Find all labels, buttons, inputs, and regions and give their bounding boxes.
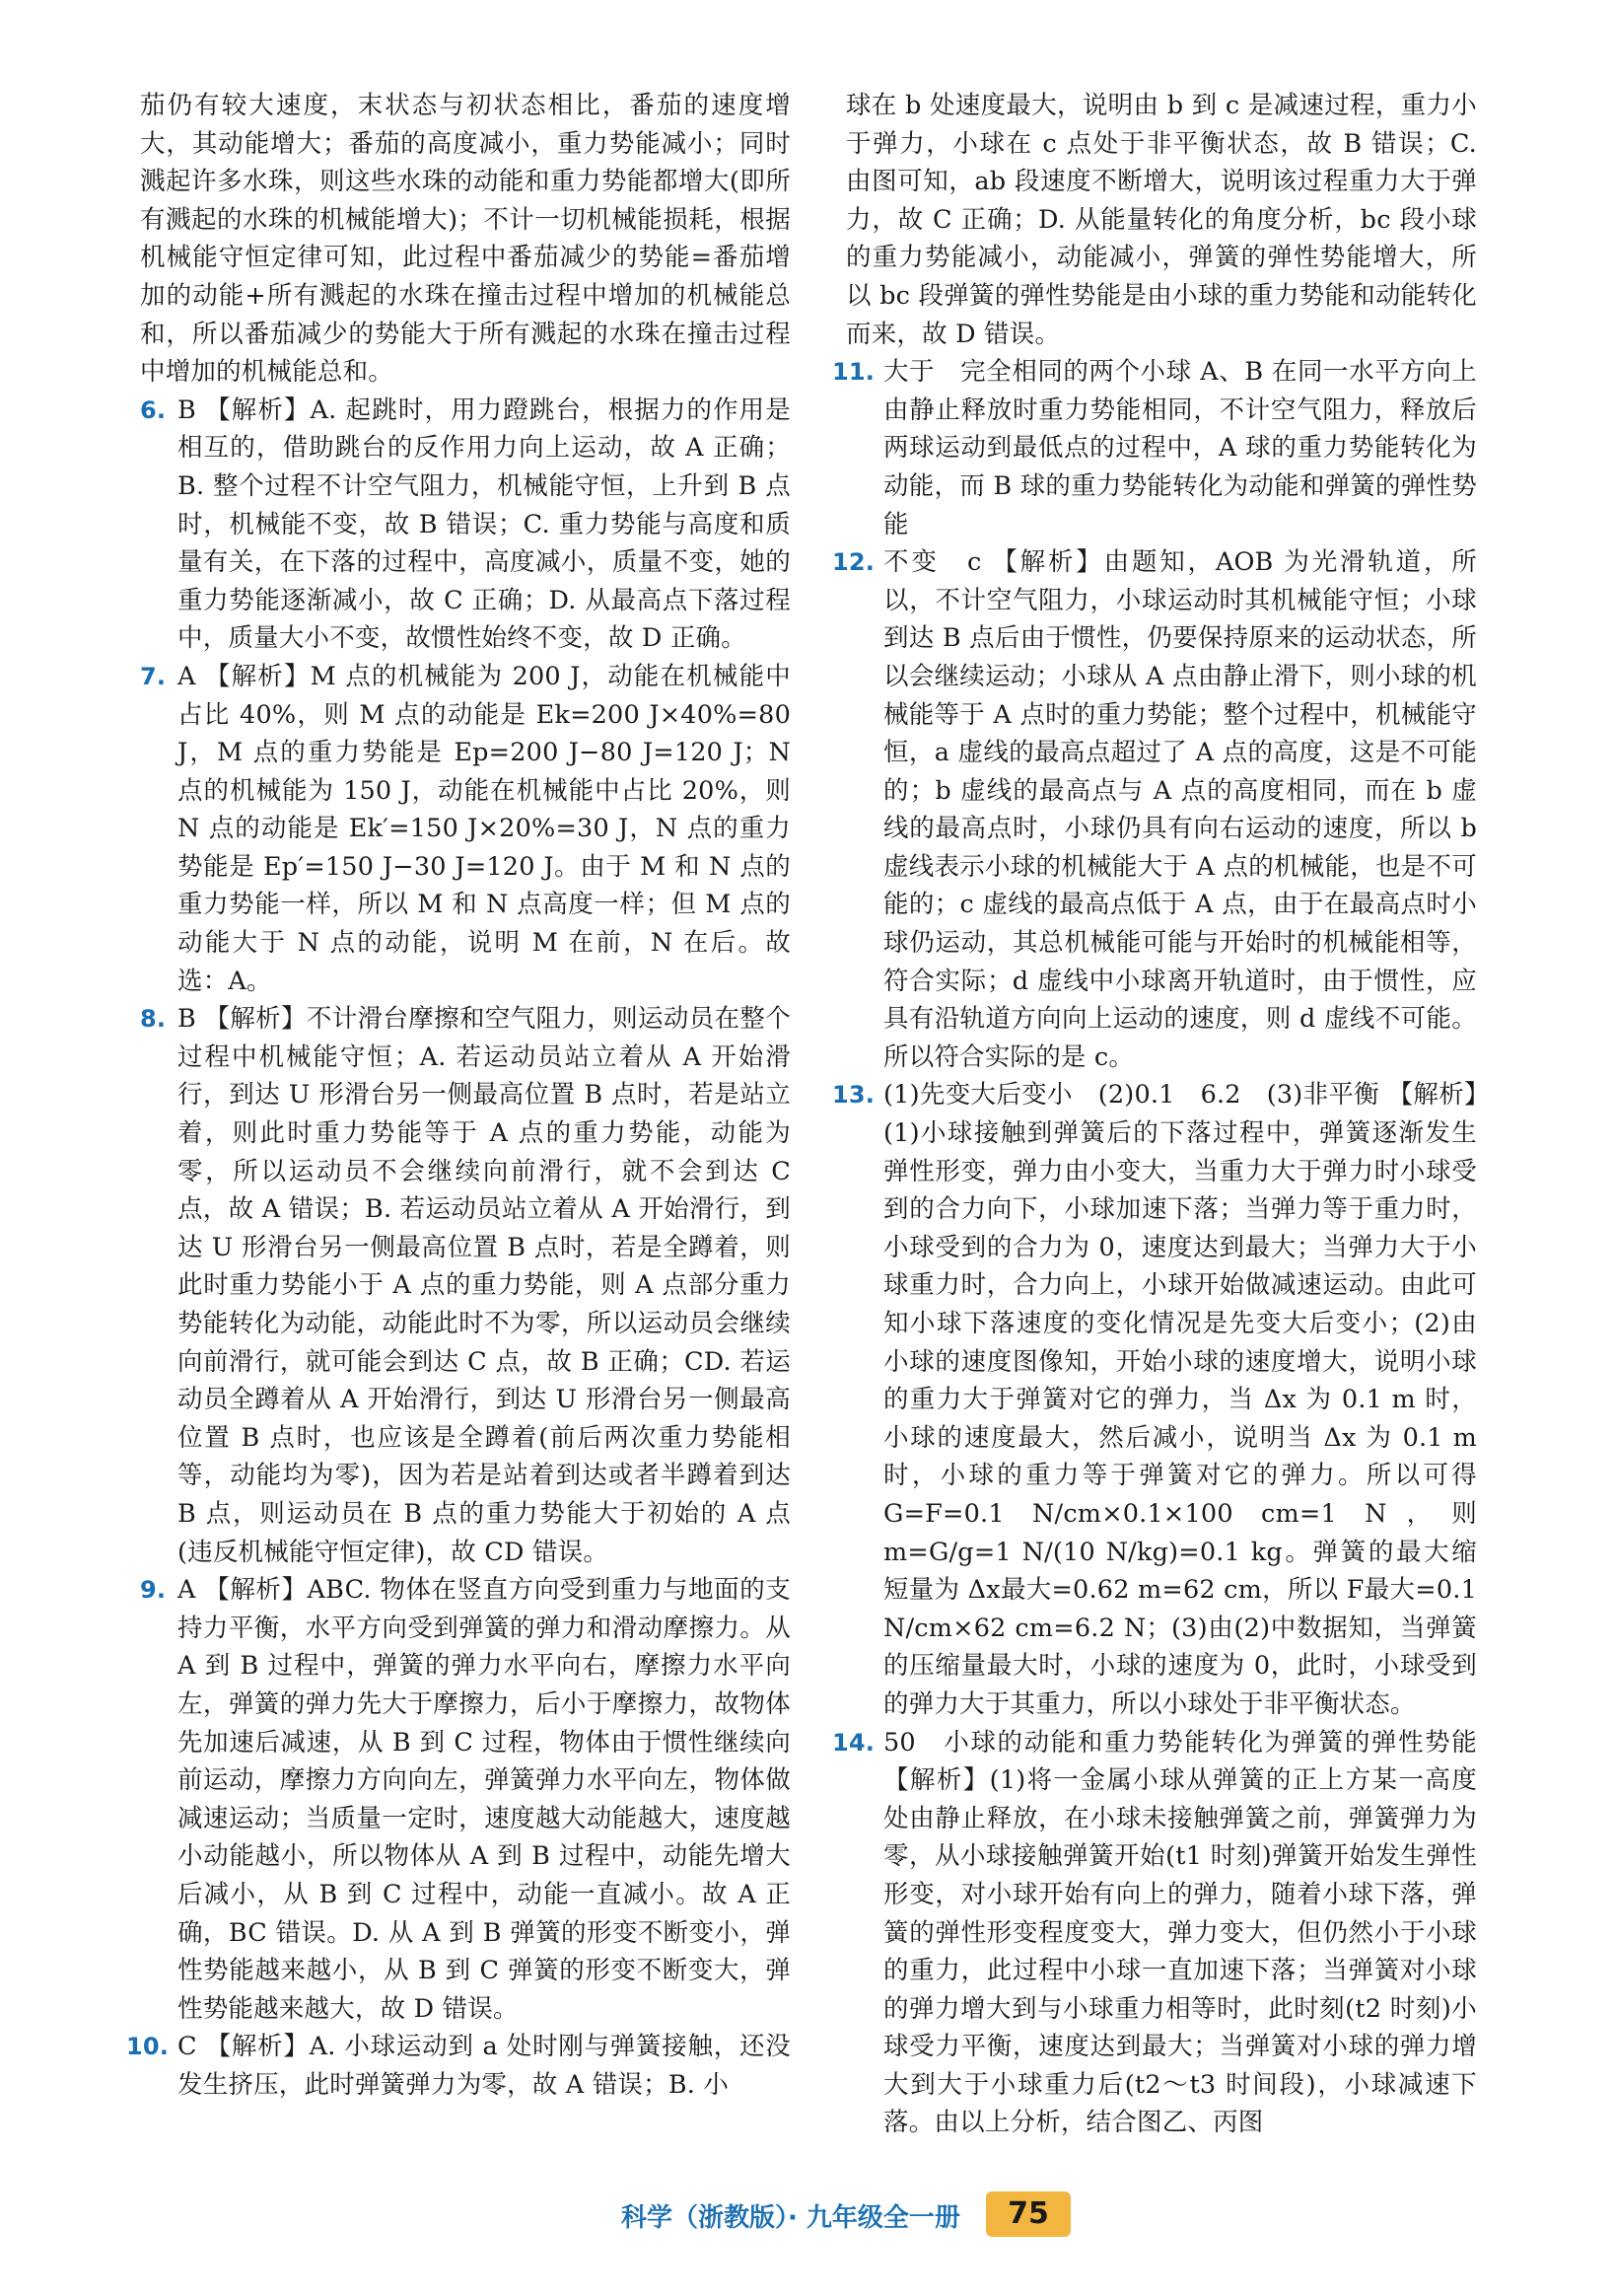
page-number: 75: [986, 2191, 1071, 2237]
continued-text: 球在 b 处速度最大，说明由 b 到 c 是减速过程，重力小于弹力，小球在 c 点处于非平衡状态，故 B 错误；C. 由图可知，ab 段速度不断增大，说明该过程重力大于弹力，故 C 正确；D. 从能量转化的角度分析，bc 段小球的重力势能减小，动能减小，弹簧的弹性势能增大，所以 bc 段弹簧的弹性势能是由小球的重力势能和动能转化而来，故 D 错误。: [846, 91, 1477, 349]
item-text: B 【解析】不计滑台摩擦和空气阻力，则运动员在整个过程中机械能守恒；A. 若运动员站立着从 A 开始滑行，到达 U 形滑台另一侧最高位置 B 点时，若是站立着，则此时重力势能等于 A 点的重力势能，动能为零，所以运动员不会继续向前滑行，就不会到达 C 点，故 A 错误；B. 若运动员站立着从 A 开始滑行，到达 U 形滑台另一侧最高位置 B 点时，若是全蹲着，则此时重力势能小于 A 点的重力势能，则 A 点部分重力势能转化为动能，动能此时不为零，所以运动员会继续向前滑行，就可能会到达 C 点，故 B 正确；CD. 若运动员全蹲着从 A 开始滑行，到达 U 形滑台另一侧最高位置 B 点时，也应该是全蹲着(前后两次重力势能相等，动能均为零)，因为若是站着到达或者半蹲着到达 B 点，则运动员在 B 点的重力势能大于初始的 A 点(违反机械能守恒定律)，故 CD 错误。: [177, 1004, 791, 1567]
item-text: C 【解析】A. 小球运动到 a 处时刚与弹簧接触，还没发生挤压，此时弹簧弹力为零，故 A 错误；B. 小: [177, 2032, 791, 2100]
item-number: 8.: [140, 1005, 167, 1034]
item-number: 6.: [140, 395, 167, 424]
item-number: 12.: [832, 548, 876, 577]
answer-item: [140, 392, 791, 658]
item-number: 14.: [832, 1728, 876, 1757]
item-text: A 【解析】ABC. 物体在竖直方向受到重力与地面的支持力平衡，水平方向受到弹簧的弹力和滑动摩擦力。从 A 到 B 过程中，弹簧的弹力水平向右，摩擦力水平向左，弹簧的弹力先大于摩擦力，后小于摩擦力，故物体先加速后减速，从 B 到 C 过程，物体由于惯性继续向前运动，摩擦力方向向左，弹簧弹力水平向左，物体做减速运动；当质量一定时，速度越大动能越大，速度越小动能越小，所以物体从 A 到 B 过程中，动能先增大后减小，从 B 到 C 过程中，动能一直减小。故 A 正确，BC 错误。D. 从 A 到 B 弹簧的形变不断变小，弹性势能越来越小，从 B 到 C 弹簧的形变不断变大，弹性势能越来越大，故 D 错误。: [177, 1575, 791, 2024]
item-number: 13.: [832, 1081, 876, 1110]
answer-item: [126, 2028, 791, 2104]
item-text: 50 小球的动能和重力势能转化为弹簧的弹性势能 【解析】(1)将一金属小球从弹簧的正上方某一高度处由静止释放，在小球未接触弹簧之前，弹簧弹力为零，从小球接触弹簧开始(t1 时刻)弹簧开始发生弹性形变，对小球开始有向上的弹力，随着小球下落，弹簧的弹性形变程度变大，弹力变大，但仍然小于小球的重力，此过程中小球一直加速下落；当弹簧对小球的弹力增大到与小球重力相等时，此时刻(t2 时刻)小球受力平衡，速度达到最大；当弹簧对小球的弹力增大到大于小球重力后(t2～t3 时间段)，小球减速下落。由以上分析，结合图乙、丙图: [883, 1727, 1477, 2138]
answer-item: [832, 1724, 1477, 2143]
continued-text: 茄仍有较大速度，末状态与初状态相比，番茄的速度增大，其动能增大；番茄的高度减小，重力势能减小；同时溅起许多水珠，则这些水珠的动能和重力势能都增大(即所有溅起的水珠的机械能增大)；不计一切机械能损耗，根据机械能守恒定律可知，此过程中番茄减少的势能=番茄增加的动能+所有溅起的水珠在撞击过程中增加的机械能总和，所以番茄减少的势能大于所有溅起的水珠在撞击过程中增加的机械能总和。: [140, 91, 791, 388]
item-text: 大于 完全相同的两个小球 A、B 在同一水平方向上由静止释放时重力势能相同，不计空气阻力，释放后两球运动到最低点的过程中，A 球的重力势能转化为动能，而 B 球的重力势能转化为动能和弹簧的弹性势能: [883, 357, 1477, 539]
item-number: 11.: [832, 358, 876, 387]
answer-item: [832, 353, 1477, 543]
answer-item: [140, 658, 791, 1000]
answer-item: [832, 543, 1477, 1076]
left-column: [126, 87, 791, 2104]
page-footer: [0, 2191, 1614, 2237]
item-number: 9.: [140, 1576, 167, 1605]
book-title: 科学（浙教版）· 九年级全一册: [621, 2203, 960, 2233]
item-number: 10.: [126, 2033, 170, 2061]
item-number: 7.: [140, 662, 167, 690]
answer-item: [140, 1571, 791, 2028]
right-column: [832, 87, 1477, 2142]
answer-item: [832, 1076, 1477, 1723]
item-text: B 【解析】A. 起跳时，用力蹬跳台，根据力的作用是相互的，借助跳台的反作用力向上运动，故 A 正确；B. 整个过程不计空气阻力，机械能守恒，上升到 B 点时，机械能不变，故 B 错误；C. 重力势能与高度和质量有关，在下落的过程中，高度减小，质量不变，她的重力势能逐渐减小，故 C 正确；D. 从最高点下落过程中，质量大小不变，故惯性始终不变，故 D 正确。: [177, 395, 791, 654]
item-text: 不变 c 【解析】由题知，AOB 为光滑轨道，所以，不计空气阻力，小球运动时其机械能守恒；小球到达 B 点后由于惯性，仍要保持原来的运动状态，所以会继续运动；小球从 A 点由静止滑下，则小球的机械能等于 A 点时的重力势能；整个过程中，机械能守恒，a 虚线的最高点超过了 A 点的高度，这是不可能的；b 虚线的最高点与 A 点的高度相同，而在 b 虚线的最高点时，小球仍具有向右运动的速度，所以 b 虚线表示小球的机械能大于 A 点的机械能，也是不可能的；c 虚线的最高点低于 A 点，由于在最高点时小球仍运动，其总机械能可能与开始时的机械能相等，符合实际；d 虚线中小球离开轨道时，由于惯性，应具有沿轨道方向向上运动的速度，则 d 虚线不可能。所以符合实际的是 c。: [883, 547, 1477, 1072]
item-text: A 【解析】M 点的机械能为 200 J，动能在机械能中占比 40%，则 M 点的动能是 Ek=200 J×40%=80 J，M 点的重力势能是 Ep=200 J−80 J=120 J；N 点的机械能为 150 J，动能在机械能中占比 20%，则 N 点的动能是 Ek′=150 J×20%=30 J，N 点的重力势能是 Ep′=150 J−30 J=120 J。由于 M 和 N 点的重力势能一样，所以 M 和 N 点高度一样；但 M 点的动能大于 N 点的动能，说明 M 在前，N 在后。故选：A。: [177, 661, 791, 996]
answer-item: [140, 1000, 791, 1571]
item-text: (1)先变大后变小 (2)0.1 6.2 (3)非平衡 【解析】(1)小球接触到弹簧后的下落过程中，弹簧逐渐发生弹性形变，弹力由小变大，当重力大于弹力时小球受到的合力向下，小球加速下落；当弹力等于重力时，小球受到的合力为 0，速度达到最大；当弹力大于小球重力时，合力向上，小球开始做减速运动。由此可知小球下落速度的变化情况是先变大后变小；(2)由小球的速度图像知，开始小球的速度增大，说明小球的重力大于弹簧对它的弹力，当 Δx 为 0.1 m 时，小球的速度最大，然后减小，说明当 Δx 为 0.1 m 时，小球的重力等于弹簧对它的弹力。所以可得 G=F=0.1 N/cm×0.1×100 cm=1 N，则 m=G/g=1 N/(10 N/kg)=0.1 kg。弹簧的最大缩短量为 Δx最大=0.62 m=62 cm，所以 F最大=0.1 N/cm×62 cm=6.2 N；(3)由(2)中数据知，当弹簧的压缩量最大时，小球的速度为 0，此时，小球受到的弹力大于其重力，所以小球处于非平衡状态。: [883, 1080, 1477, 1719]
